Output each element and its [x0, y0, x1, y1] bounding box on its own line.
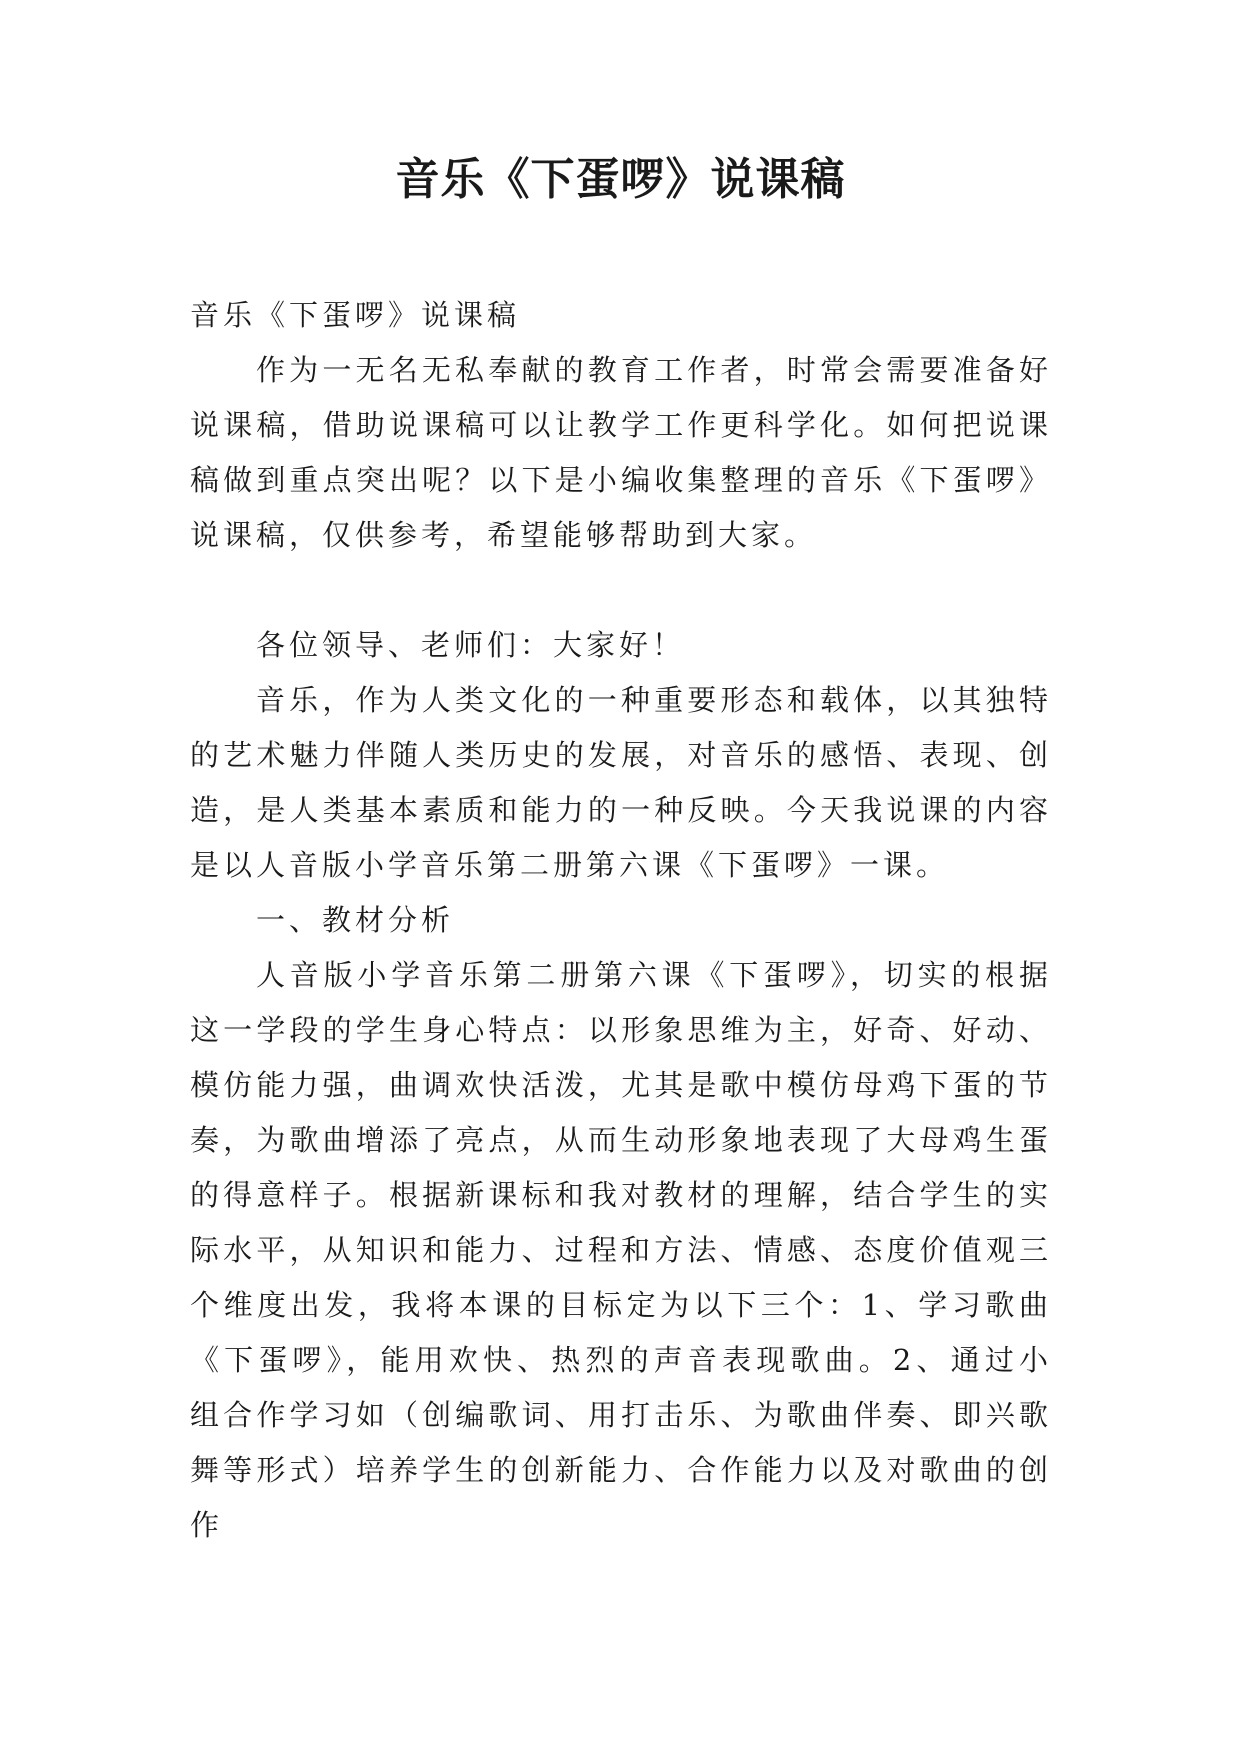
document-title: 音乐《下蛋啰》说课稿 [395, 154, 846, 205]
analysis-paragraph: 人音版小学音乐第二册第六课《下蛋啰》，切实的根据这一学段的学生身心特点：以形象思维为主，好奇、好动、模仿能力强，曲调欢快活泼，尤其是歌中模仿母鸡下蛋的节奏，为歌曲增添了亮点，从而生动形象地表现了大母鸡生蛋的得意样子。根据新课标和我对教材的理解，结合学生的实际水平，从知识和能力、过程和方法、情感、态度价值观三个维度出发，我将本课的目标定为以下三个：1、学习歌曲《下蛋啰》，能用欢快、热烈的声音表现歌曲。2、通过小组合作学习如（创编歌词、用打击乐、为歌曲伴奏、即兴歌舞等形式）培养学生的创新能力、合作能力以及对歌曲的创作 [190, 958, 1052, 1542]
subtitle-line: 音乐《下蛋啰》说课稿 [190, 298, 521, 332]
paragraph-spacer [190, 563, 1052, 618]
document-body [190, 288, 1052, 1553]
intro-paragraph: 作为一无名无私奉献的教育工作者，时常会需要准备好说课稿，借助说课稿可以让教学工作更科学化。如何把说课稿做到重点突出呢？以下是小编收集整理的音乐《下蛋啰》说课稿，仅供参考，希望能够帮助到大家。 [190, 353, 1052, 552]
opening-paragraph: 音乐，作为人类文化的一种重要形态和载体，以其独特的艺术魅力伴随人类历史的发展，对音乐的感悟、表现、创造，是人类基本素质和能力的一种反映。今天我说课的内容是以人音版小学音乐第二册第六课《下蛋啰》一课。 [190, 683, 1052, 882]
greeting-paragraph: 各位领导、老师们：大家好！ [256, 628, 686, 662]
section-heading: 一、教材分析 [256, 903, 455, 937]
